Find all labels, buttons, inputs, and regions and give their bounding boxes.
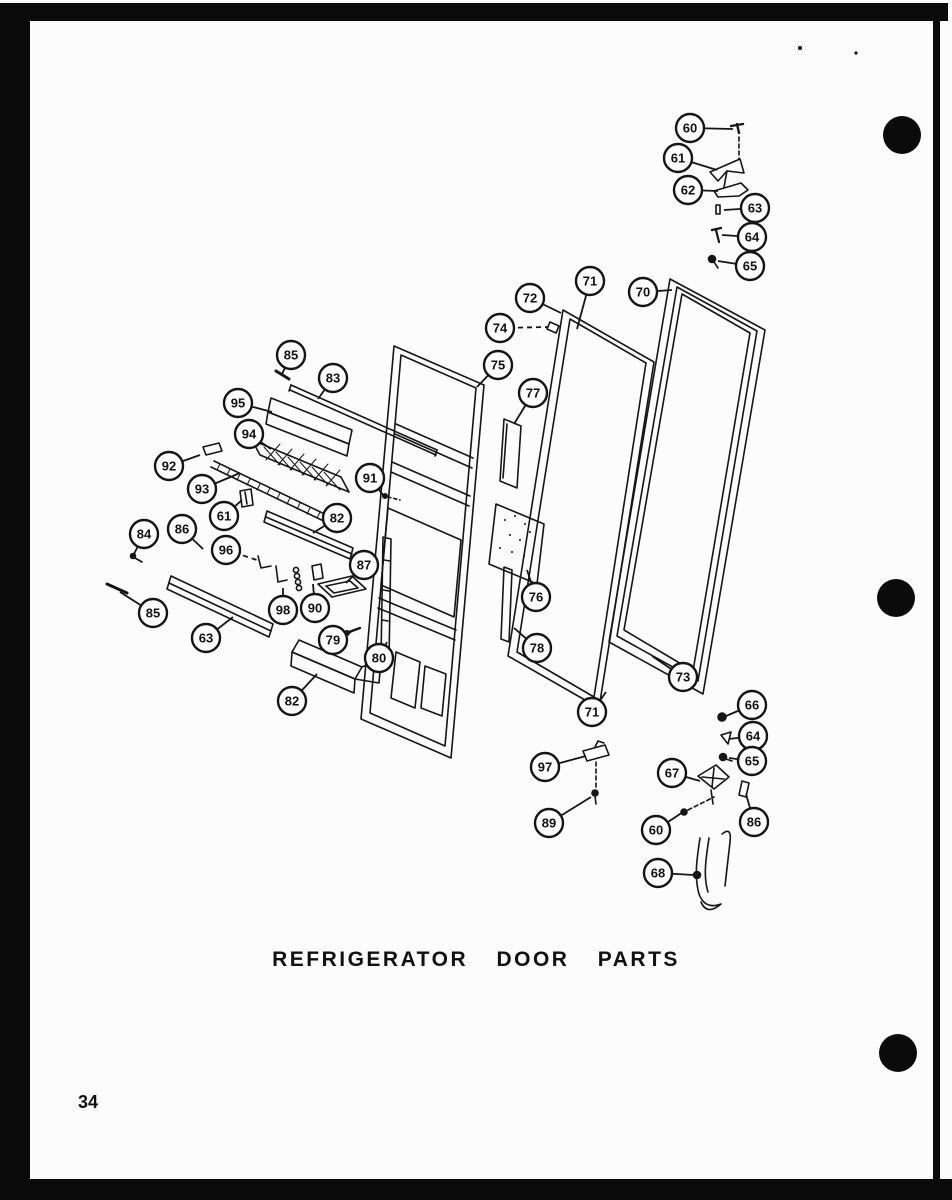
svg-text:79: 79 [325,632,341,648]
part-clip-61b [240,489,253,507]
scan-speck [798,46,858,55]
callout-61 [664,144,717,172]
part-spring-98 [293,567,301,590]
svg-text:63: 63 [198,630,214,646]
svg-text:95: 95 [230,395,246,411]
callout-71 [578,692,606,726]
svg-text:72: 72 [522,290,538,306]
callout-73 [652,656,697,691]
callout-74 [486,314,548,342]
part-hinge-pin-63 [716,205,720,214]
svg-text:77: 77 [525,385,541,401]
svg-text:60: 60 [648,822,664,838]
part-clip-64b [721,732,731,744]
svg-text:93: 93 [194,481,210,497]
svg-text:71: 71 [584,704,600,720]
part-door-liner-75 [361,346,484,758]
svg-text:61: 61 [216,508,232,524]
part-top-hinge-screw-60 [731,124,743,165]
callout-62 [674,176,718,204]
callout-68 [644,859,694,887]
callout-95 [224,389,272,417]
part-trim-rod-83 [289,385,437,456]
callout-77 [514,379,547,424]
part-shoulder-screw-65 [709,256,719,269]
callout-61 [210,500,242,530]
callout-86 [168,515,203,549]
svg-text:68: 68 [650,865,666,881]
svg-text:98: 98 [275,602,291,618]
svg-text:82: 82 [329,510,345,526]
svg-text:92: 92 [161,458,177,474]
svg-text:63: 63 [747,200,763,216]
callout-66 [726,691,766,719]
svg-text:76: 76 [528,589,544,605]
callout-92 [155,452,200,480]
part-screw-89 [592,790,598,804]
callout-65 [729,747,766,775]
callout-83 [318,364,347,399]
callout-layer [120,114,769,887]
callout-78 [514,628,551,662]
part-bottom-hinge-67 [698,765,729,804]
part-retainer-96 [258,556,287,582]
svg-text:94: 94 [241,426,257,442]
svg-text:85: 85 [283,347,299,363]
callout-97 [531,753,586,781]
callout-64 [722,223,766,251]
page-title: REFRIGERATOR DOOR PARTS [272,948,680,971]
svg-text:70: 70 [635,284,651,300]
callout-80 [365,642,393,672]
part-strip-78 [501,567,512,642]
svg-text:89: 89 [541,815,557,831]
callout-64 [729,722,767,750]
part-screw-84 [131,554,143,563]
part-screw-85b [107,584,127,593]
svg-text:97: 97 [537,759,553,775]
callout-89 [535,797,591,837]
callout-82 [278,674,317,715]
svg-text:75: 75 [490,357,506,373]
svg-text:84: 84 [136,526,152,542]
part-screw-60b [681,797,714,815]
part-screw-64 [712,228,721,242]
svg-text:87: 87 [356,557,372,573]
svg-text:86: 86 [174,521,190,537]
part-clip-92 [203,443,222,455]
callout-63 [724,194,769,222]
callout-72 [516,284,561,313]
part-bracket-97 [583,741,609,787]
callout-91 [356,464,384,495]
part-clip-90 [312,564,323,580]
svg-text:61: 61 [670,150,686,166]
svg-text:71: 71 [582,273,598,289]
svg-text:90: 90 [307,600,323,616]
svg-text:85: 85 [145,605,161,621]
callout-60 [676,114,733,142]
part-plate-76 [489,504,544,584]
svg-text:78: 78 [529,640,545,656]
callout-60 [642,812,683,844]
part-shelf-basket-94 [252,440,349,492]
callout-85 [120,592,167,627]
svg-text:73: 73 [675,669,691,685]
callout-96 [212,536,260,564]
svg-text:64: 64 [745,728,761,744]
svg-text:65: 65 [742,258,758,274]
part-bearing-66 [718,713,726,721]
part-pin-86b [739,781,749,797]
svg-text:60: 60 [682,120,698,136]
svg-text:65: 65 [744,753,760,769]
svg-text:80: 80 [371,650,387,666]
callout-85 [277,341,305,374]
callout-67 [658,759,700,787]
callout-63 [192,617,233,652]
callout-75 [477,351,512,387]
svg-text:64: 64 [744,229,760,245]
callout-84 [130,520,158,554]
callout-65 [718,252,764,280]
part-button-91 [383,494,400,500]
svg-text:91: 91 [362,470,378,486]
part-hinge-cam-62 [714,183,748,197]
callout-98 [269,588,297,624]
callout-76 [522,570,550,611]
svg-text:96: 96 [218,542,234,558]
svg-text:62: 62 [680,182,696,198]
svg-text:74: 74 [492,320,508,336]
page-number: 34 [78,1092,99,1112]
callout-86 [740,794,768,836]
callout-71 [576,267,604,329]
svg-text:67: 67 [664,765,680,781]
svg-text:82: 82 [284,693,300,709]
svg-text:83: 83 [325,370,341,386]
svg-text:86: 86 [746,814,762,830]
part-trim-strip-77 [500,419,521,488]
part-door-gasket-panel-70 [609,279,765,694]
svg-text:66: 66 [744,697,760,713]
part-water-tube-68 [694,831,731,909]
